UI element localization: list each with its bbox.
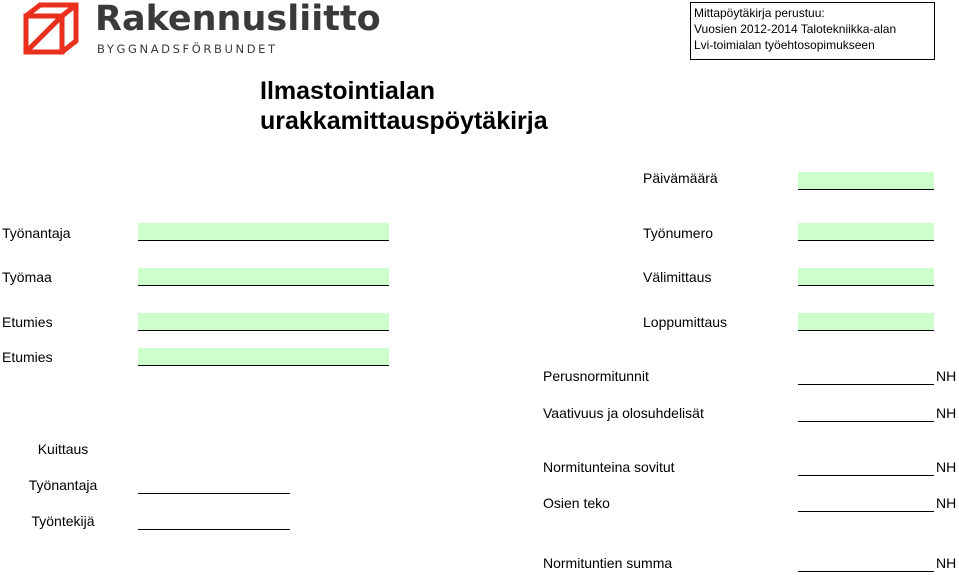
logo xyxy=(22,0,381,58)
worksite-field[interactable] xyxy=(138,268,389,286)
job-number-field[interactable] xyxy=(798,223,934,241)
foreman-field-2[interactable] xyxy=(138,348,389,366)
interim-measurement-label: Välimittaus xyxy=(643,269,712,285)
signature-heading: Kuittaus xyxy=(37,441,89,457)
page-title xyxy=(260,76,548,136)
employer-signature-field[interactable] xyxy=(138,492,290,494)
title-line-2: urakkamittauspöytäkirja xyxy=(260,107,548,135)
agreed-hours-label: Normitunteina sovitut xyxy=(543,459,675,475)
worker-signature-field[interactable] xyxy=(138,528,290,530)
parts-field[interactable] xyxy=(798,510,934,512)
agreed-hours-field[interactable] xyxy=(798,474,934,476)
parts-label: Osien teko xyxy=(543,495,610,511)
parts-unit: NH xyxy=(936,495,957,511)
foreman-label-1: Etumies xyxy=(2,314,53,330)
total-hours-label: Normituntien summa xyxy=(543,555,673,571)
final-measurement-label: Loppumittaus xyxy=(643,314,728,330)
base-hours-field[interactable] xyxy=(798,383,934,385)
final-measurement-field[interactable] xyxy=(798,313,934,331)
employer-label: Työnantaja xyxy=(2,225,71,241)
base-hours-unit: NH xyxy=(936,368,957,384)
date-field[interactable] xyxy=(798,172,934,190)
info-box xyxy=(690,2,935,60)
worksite-label: Työmaa xyxy=(2,269,52,285)
base-hours-label: Perusnormitunnit xyxy=(543,368,649,384)
interim-measurement-field[interactable] xyxy=(798,268,934,286)
info-line-2: Vuosien 2012-2014 Talotekniikka-alan xyxy=(694,22,897,36)
agreed-hours-unit: NH xyxy=(936,459,957,475)
cube-outline-icon xyxy=(22,2,80,56)
foreman-label-2: Etumies xyxy=(2,349,53,365)
employer-field[interactable] xyxy=(138,223,389,241)
difficulty-field[interactable] xyxy=(798,420,934,422)
difficulty-unit: NH xyxy=(936,405,957,421)
difficulty-label: Vaativuus ja olosuhdelisät xyxy=(543,405,704,421)
foreman-field-1[interactable] xyxy=(138,313,389,331)
title-line-1: Ilmastointialan xyxy=(260,77,436,105)
brand-name: Rakennusliitto xyxy=(95,0,381,39)
total-hours-field[interactable] xyxy=(798,570,934,572)
job-number-label: Työnumero xyxy=(643,225,714,241)
info-line-1: Mittapöytäkirja perustuu: xyxy=(694,6,825,20)
employer-signature-label: Työnantaja xyxy=(28,477,98,493)
total-hours-unit: NH xyxy=(936,555,957,571)
date-label: Päivämäärä xyxy=(643,170,718,186)
info-line-3: Lvi-toimialan työehtosopimukseen xyxy=(694,38,875,52)
worker-signature-label: Työntekijä xyxy=(31,513,95,529)
brand-subtitle: BYGGNADSFÖRBUNDET xyxy=(97,42,278,56)
